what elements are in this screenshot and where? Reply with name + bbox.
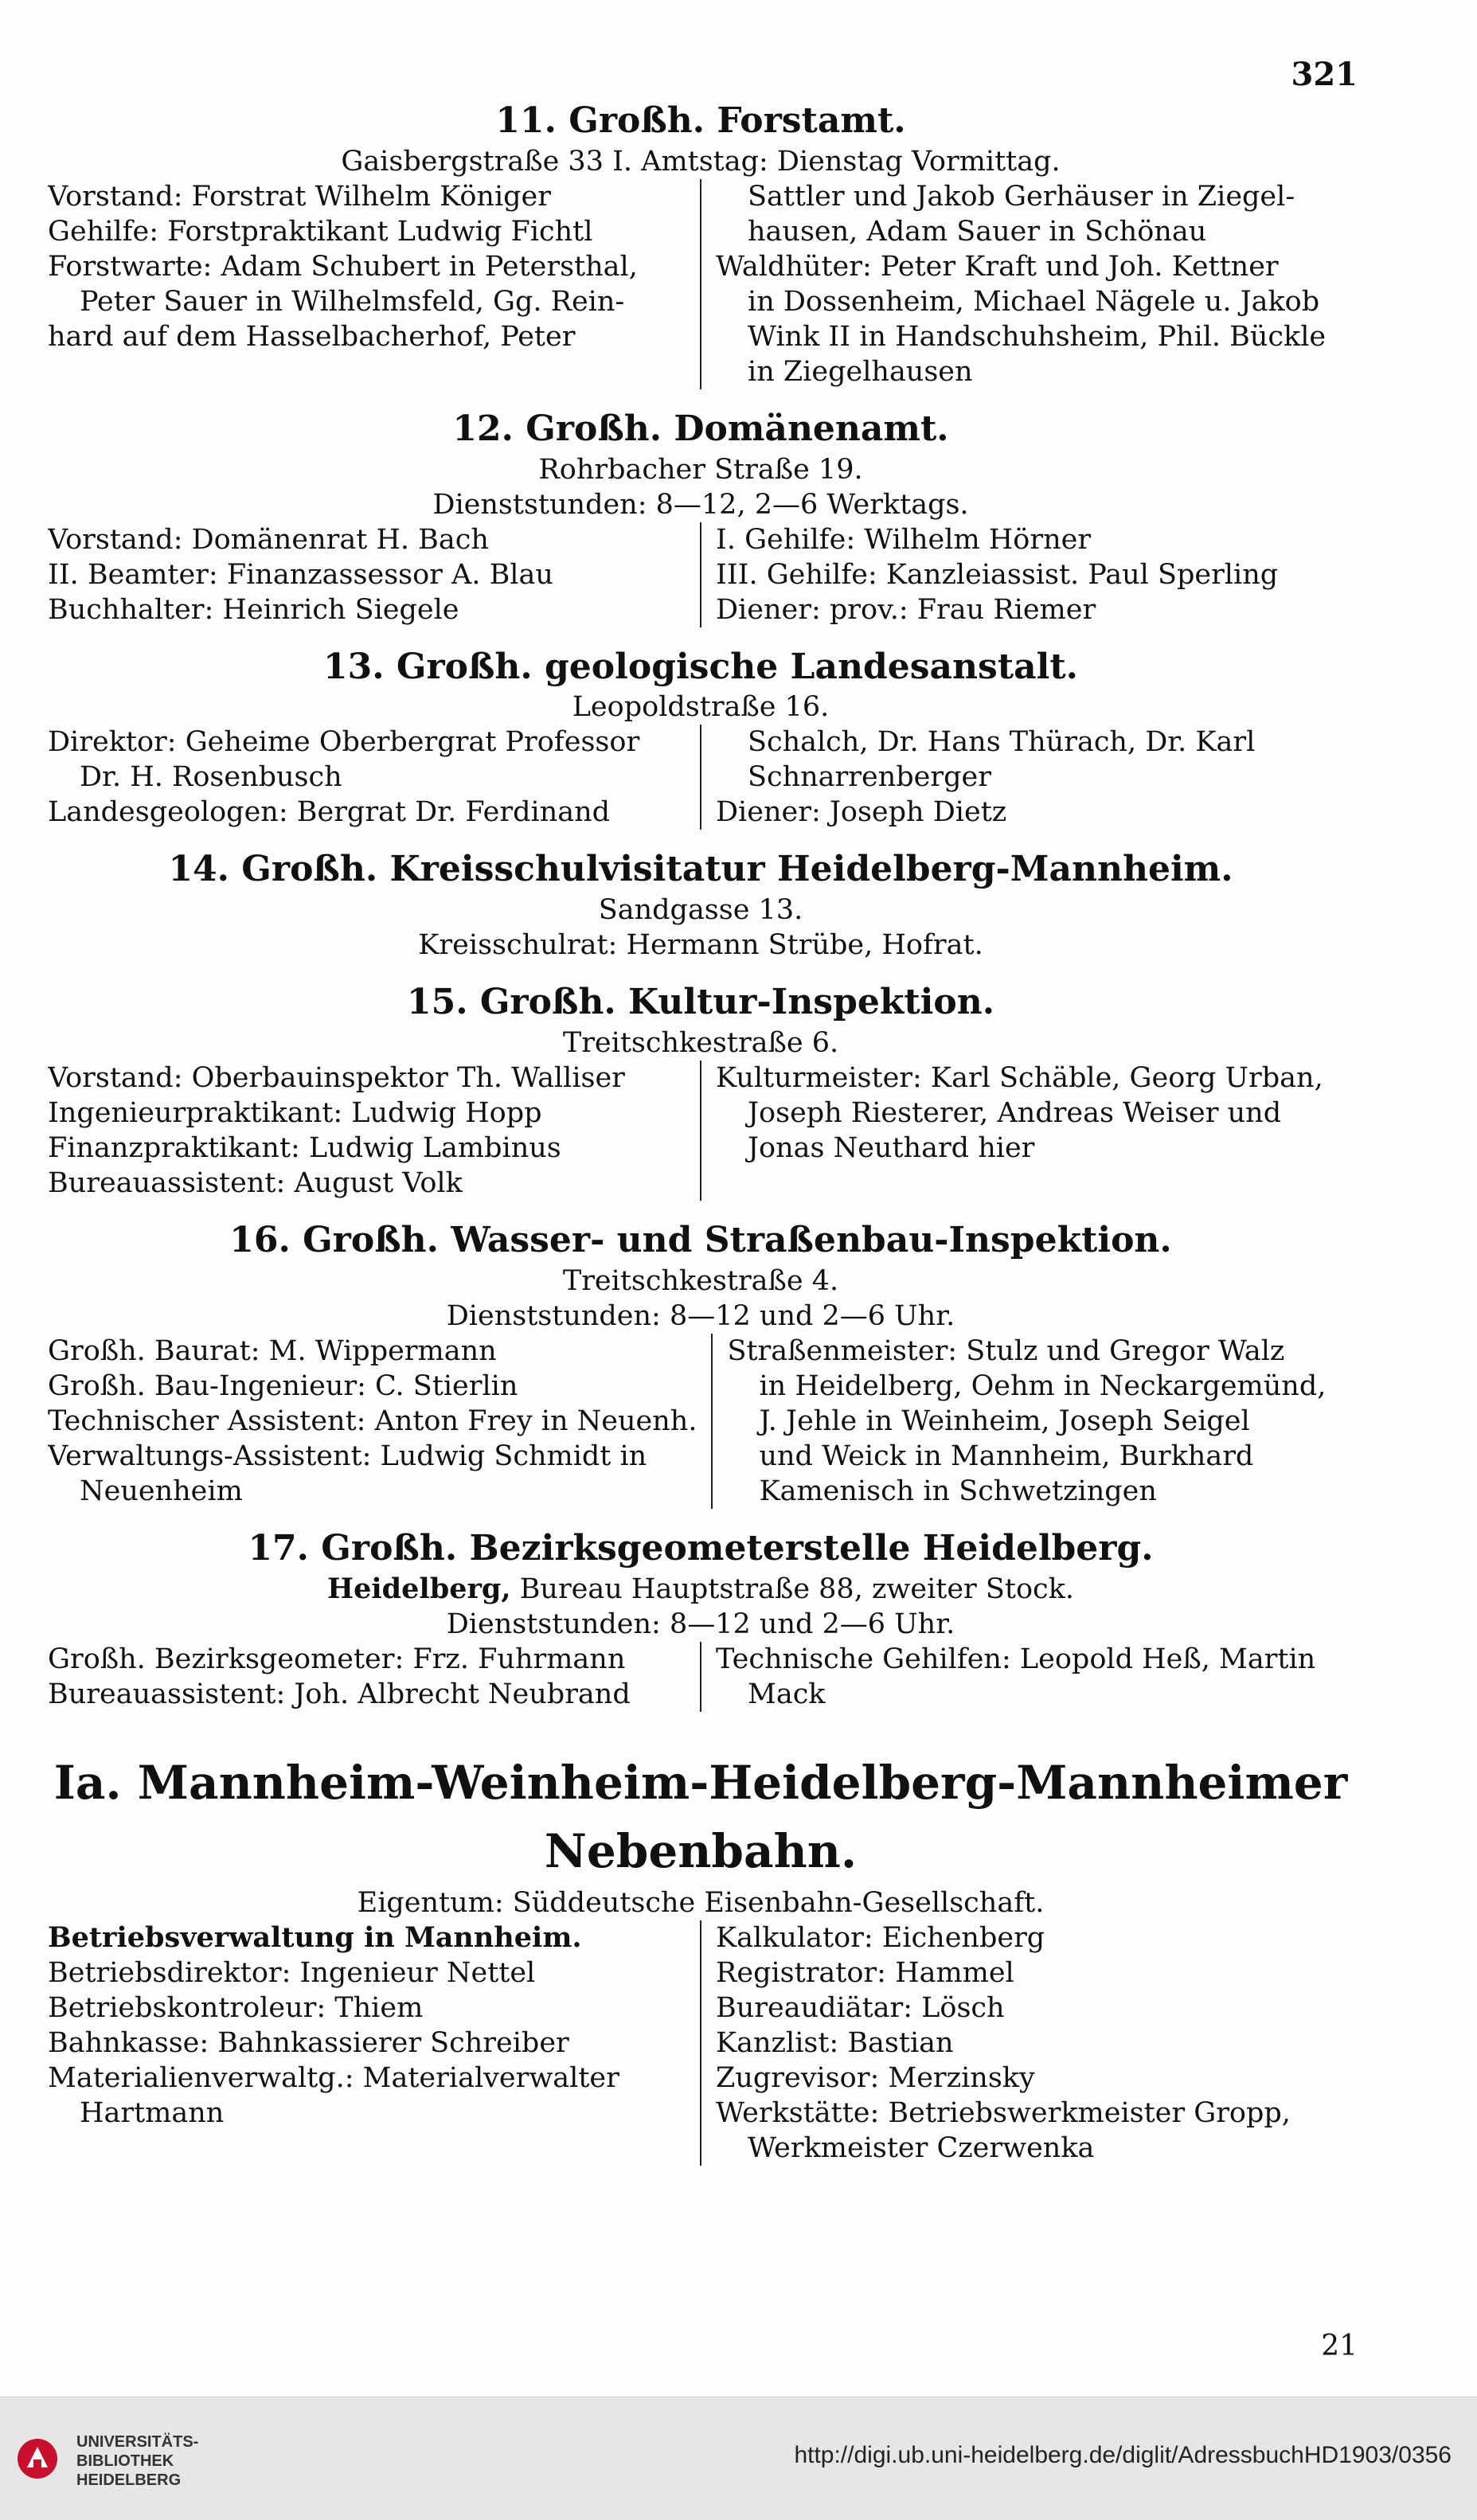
library-logo-icon xyxy=(16,2437,59,2480)
entry-line: I. Gehilfe: Wilhelm Hörner xyxy=(716,523,1092,556)
left-column xyxy=(48,725,701,830)
library-name[interactable] xyxy=(76,2432,198,2490)
right-column xyxy=(701,179,1354,389)
entry-line: Ingenieurpraktikant: Ludwig Hopp xyxy=(48,1096,542,1129)
left-column xyxy=(48,1334,713,1509)
entry-line: Technischer Assistent: Anton Frey in Neuenh. xyxy=(48,1405,697,1437)
entry-line: Vorstand: Domänenrat H. Bach xyxy=(48,523,489,556)
entry-line: Bahnkasse: Bahnkassierer Schreiber xyxy=(48,2027,569,2060)
section-columns xyxy=(48,1920,1354,2166)
entry-line: Landesgeologen: Bergrat Dr. Ferdinand xyxy=(48,796,611,829)
entry-line: Technische Gehilfen: Leopold Heß, Martin xyxy=(716,1643,1316,1675)
entry-line: in Heidelberg, Oehm in Neckargemünd, xyxy=(759,1369,1327,1402)
entry-line: Materialienverwaltg.: Materialverwalter xyxy=(48,2062,619,2095)
library-line: HEIDELBERG xyxy=(76,2471,182,2489)
entry-line: Dr. H. Rosenbusch xyxy=(80,761,342,794)
section-landesanstalt xyxy=(48,647,1354,830)
entry-line: Kanzlist: Bastian xyxy=(716,2027,954,2060)
section-title: 12. Großh. Domänenamt. xyxy=(452,408,949,449)
page-content xyxy=(48,96,1354,2185)
source-url-link[interactable]: http://digi.ub.uni-heidelberg.de/diglit/AdressbuchHD1903/0356 xyxy=(794,2442,1452,2468)
address-city: Heidelberg, xyxy=(327,1572,511,1605)
entry-line: in Dossenheim, Michael Nägele u. Jakob xyxy=(748,285,1320,318)
entry-line: Vorstand: Forstrat Wilhelm Königer xyxy=(48,180,551,213)
entry-line: J. Jehle in Weinheim, Joseph Seigel xyxy=(759,1405,1250,1437)
page-number: 321 xyxy=(1291,56,1358,93)
section-strassenbau-inspektion xyxy=(48,1220,1354,1509)
entry-line: Zugrevisor: Merzinsky xyxy=(716,2062,1035,2095)
section-address: Sandgasse 13. xyxy=(598,894,803,927)
section-nebenbahn xyxy=(48,1752,1354,2166)
entry-line: in Ziegelhausen xyxy=(748,355,973,388)
section-owner: Eigentum: Süddeutsche Eisenbahn-Gesellschaft. xyxy=(357,1887,1045,1920)
section-address xyxy=(48,1572,1354,1607)
left-column xyxy=(48,1061,701,1201)
entry-line: Straßenmeister: Stulz und Gregor Walz xyxy=(727,1334,1285,1367)
entry-line: Werkstätte: Betriebswerkmeister Gropp, xyxy=(716,2097,1291,2130)
left-column xyxy=(48,179,701,389)
section-person: Kreisschulrat: Hermann Strübe, Hofrat. xyxy=(418,929,983,962)
entry-line: Großh. Bezirksgeometer: Frz. Fuhrmann xyxy=(48,1643,626,1675)
signature-mark: 21 xyxy=(1321,2330,1358,2362)
entry-line: Schalch, Dr. Hans Thürach, Dr. Karl xyxy=(748,726,1256,759)
entry-line: hard auf dem Hasselbacherhof, Peter xyxy=(48,320,576,353)
section-columns xyxy=(48,1642,1354,1712)
right-column xyxy=(701,1642,1354,1712)
entry-line: Buchhalter: Heinrich Siegele xyxy=(48,593,459,626)
section-address: Rohrbacher Straße 19. xyxy=(538,453,863,486)
entry-line: Betriebskontroleur: Thiem xyxy=(48,1992,424,2025)
entry-line: Bureauassistent: August Volk xyxy=(48,1166,463,1199)
entry-line: Direktor: Geheime Oberbergrat Professor xyxy=(48,726,640,759)
entry-line: Sattler und Jakob Gerhäuser in Ziegel- xyxy=(748,180,1295,213)
left-column xyxy=(48,1920,701,2166)
left-column xyxy=(48,1642,701,1712)
entry-line: Schnarrenberger xyxy=(748,761,991,794)
entry-line: Gehilfe: Forstpraktikant Ludwig Fichtl xyxy=(48,215,593,248)
entry-line: Verwaltungs-Assistent: Ludwig Schmidt in xyxy=(48,1440,647,1472)
entry-line: Jonas Neuthard hier xyxy=(748,1131,1035,1164)
section-kultur-inspektion xyxy=(48,982,1354,1201)
section-columns xyxy=(48,1334,1354,1509)
entry-line: Waldhüter: Peter Kraft und Joh. Kettner xyxy=(716,250,1279,283)
entry-line: Großh. Baurat: M. Wippermann xyxy=(48,1334,497,1367)
entry-line: Bureauassistent: Joh. Albrecht Neubrand xyxy=(48,1678,631,1710)
entry-line: Bureaudiätar: Lösch xyxy=(716,1992,1005,2025)
entry-line: Neuenheim xyxy=(80,1475,243,1507)
right-column xyxy=(701,1920,1354,2166)
section-title: 16. Großh. Wasser- und Straßenbau-Inspektion. xyxy=(229,1219,1172,1260)
section-title-line2: Nebenbahn. xyxy=(544,1823,858,1878)
section-domaenenamt xyxy=(48,408,1354,627)
left-column xyxy=(48,522,701,627)
entry-line: III. Gehilfe: Kanzleiassist. Paul Sperling xyxy=(716,558,1279,591)
entry-line: Betriebsdirektor: Ingenieur Nettel xyxy=(48,1957,536,1990)
entry-line: Kulturmeister: Karl Schäble, Georg Urban, xyxy=(716,1061,1323,1094)
section-columns xyxy=(48,522,1354,627)
section-title: 14. Großh. Kreisschulvisitatur Heidelberg-Mannheim. xyxy=(168,849,1233,890)
section-address: Leopoldstraße 16. xyxy=(572,691,830,724)
section-address: Gaisbergstraße 33 I. Amtstag: Dienstag Vormittag. xyxy=(341,145,1061,178)
entry-line: II. Beamter: Finanzassessor A. Blau xyxy=(48,558,553,591)
section-hours: Dienststunden: 8—12 und 2—6 Uhr. xyxy=(446,1299,955,1332)
section-title: 15. Großh. Kultur-Inspektion. xyxy=(406,982,995,1023)
entry-line: Hartmann xyxy=(80,2097,225,2130)
entry-line: Diener: Joseph Dietz xyxy=(716,796,1007,829)
entry-line: Vorstand: Oberbauinspektor Th. Walliser xyxy=(48,1061,625,1094)
entry-line: Joseph Riesterer, Andreas Weiser und xyxy=(748,1096,1282,1129)
section-title: 11. Großh. Forstamt. xyxy=(495,100,906,141)
address-detail: Bureau Hauptstraße 88, zweiter Stock. xyxy=(510,1573,1074,1605)
section-title: 17. Großh. Bezirksgeometerstelle Heidelberg. xyxy=(248,1527,1154,1569)
footer-bar xyxy=(0,2397,1477,2520)
section-bezirksgeometerstelle xyxy=(48,1528,1354,1712)
entry-line: und Weick in Mannheim, Burkhard xyxy=(759,1440,1254,1472)
section-address: Treitschkestraße 4. xyxy=(562,1264,839,1297)
library-line: BIBLIOTHEK xyxy=(76,2452,174,2470)
library-line: UNIVERSITÄTS- xyxy=(76,2433,199,2451)
entry-line: Kalkulator: Eichenberg xyxy=(716,1922,1045,1955)
section-title: 13. Großh. geologische Landesanstalt. xyxy=(323,646,1078,687)
entry-line: Mack xyxy=(748,1678,826,1710)
section-columns xyxy=(48,179,1354,389)
right-column xyxy=(713,1334,1354,1509)
right-column xyxy=(701,725,1354,830)
section-hours: Dienststunden: 8—12, 2—6 Werktags. xyxy=(432,488,969,521)
entry-line: Kamenisch in Schwetzingen xyxy=(759,1475,1157,1507)
entry-line: Peter Sauer in Wilhelmsfeld, Gg. Rein- xyxy=(80,285,625,318)
right-column xyxy=(701,522,1354,627)
entry-line: Werkmeister Czerwenka xyxy=(748,2132,1095,2165)
section-address: Treitschkestraße 6. xyxy=(562,1026,839,1059)
section-hours: Dienststunden: 8—12 und 2—6 Uhr. xyxy=(446,1608,955,1640)
right-column xyxy=(701,1061,1354,1201)
section-forstamt xyxy=(48,100,1354,389)
entry-line: hausen, Adam Sauer in Schönau xyxy=(748,215,1207,248)
entry-line: Finanzpraktikant: Ludwig Lambinus xyxy=(48,1131,561,1164)
section-title-line1: Ia. Mannheim-Weinheim-Heidelberg-Mannheimer xyxy=(53,1755,1348,1810)
entry-line: Diener: prov.: Frau Riemer xyxy=(716,593,1096,626)
subsection-heading: Betriebsverwaltung in Mannheim. xyxy=(48,1921,582,1955)
entry-line: Großh. Bau-Ingenieur: C. Stierlin xyxy=(48,1369,518,1402)
section-columns xyxy=(48,725,1354,830)
entry-line: Registrator: Hammel xyxy=(716,1957,1014,1990)
entry-line: Wink II in Handschuhsheim, Phil. Bückle xyxy=(748,320,1327,353)
section-columns xyxy=(48,1061,1354,1201)
section-kreisschulvisitatur xyxy=(48,849,1354,963)
entry-line: Forstwarte: Adam Schubert in Petersthal, xyxy=(48,250,638,283)
